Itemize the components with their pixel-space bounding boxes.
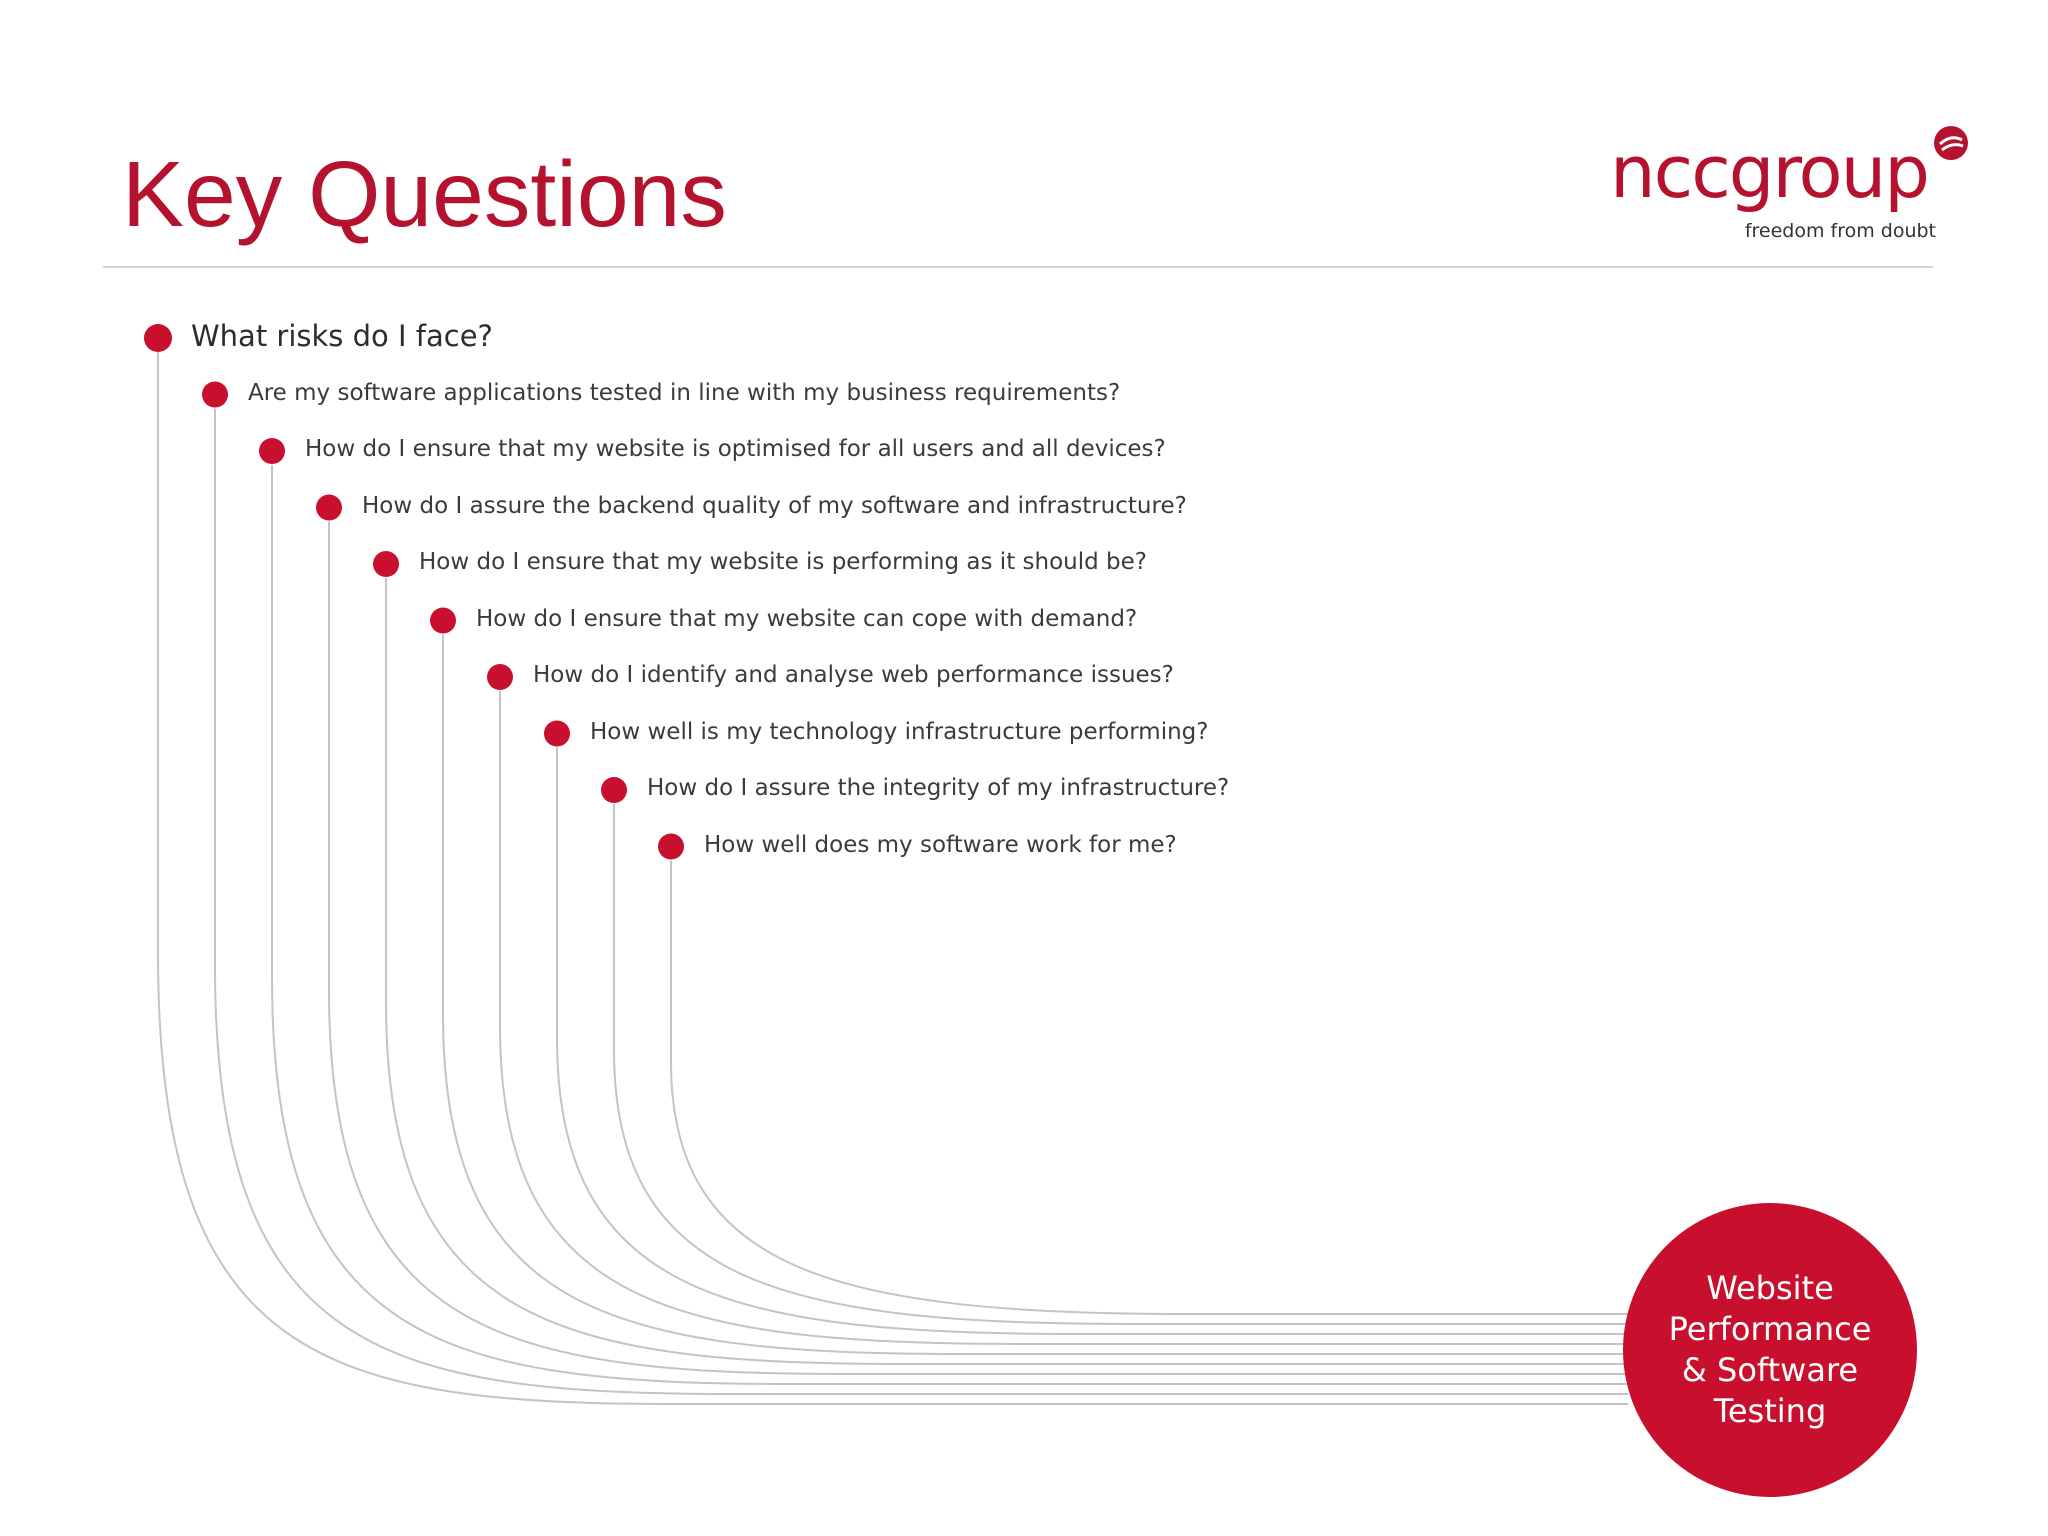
question-bullet [658,834,684,860]
question-item: How well is my technology infrastructure performing? [590,718,1209,745]
hub-label [1628,1268,1912,1432]
page-title: Key Questions [122,142,727,246]
hub-line: Performance [1668,1310,1872,1348]
question-item: How well does my software work for me? [704,831,1177,858]
question-item: How do I ensure that my website is performing as it should be? [419,549,1147,575]
question-bullet [487,664,513,690]
question-item: Are my software applications tested in line with my business requirements? [248,379,1121,406]
question-main: What risks do I face? [191,319,493,353]
logo-wordmark: nccgroup [1610,130,1928,214]
connector-line [329,522,1628,1375]
question-bullet [202,382,228,408]
logo-tagline: freedom from doubt [1744,220,1936,242]
hub-line: Website [1706,1269,1834,1307]
question-bullet [373,551,399,577]
question-bullet [316,495,342,521]
hub-line: & Software [1681,1351,1859,1389]
question-item: How do I assure the backend quality of my software and infrastructure? [362,492,1187,519]
connector-line [671,861,1628,1315]
question-bullet [259,438,285,464]
question-item: How do I ensure that my website can cope with demand? [476,605,1138,632]
question-bullet [144,324,172,352]
question-item: How do I assure the integrity of my infrastructure? [647,775,1230,801]
connector-line [614,804,1628,1324]
connector-line [386,578,1628,1364]
question-bullet [544,721,570,747]
question-bullet [430,608,456,634]
question-bullet [601,777,627,803]
hub-line: Testing [1713,1392,1827,1430]
connector-line [272,465,1628,1384]
question-item: How do I identify and analyse web performance issues? [533,662,1174,688]
question-item: How do I ensure that my website is optimised for all users and all devices? [305,436,1166,462]
